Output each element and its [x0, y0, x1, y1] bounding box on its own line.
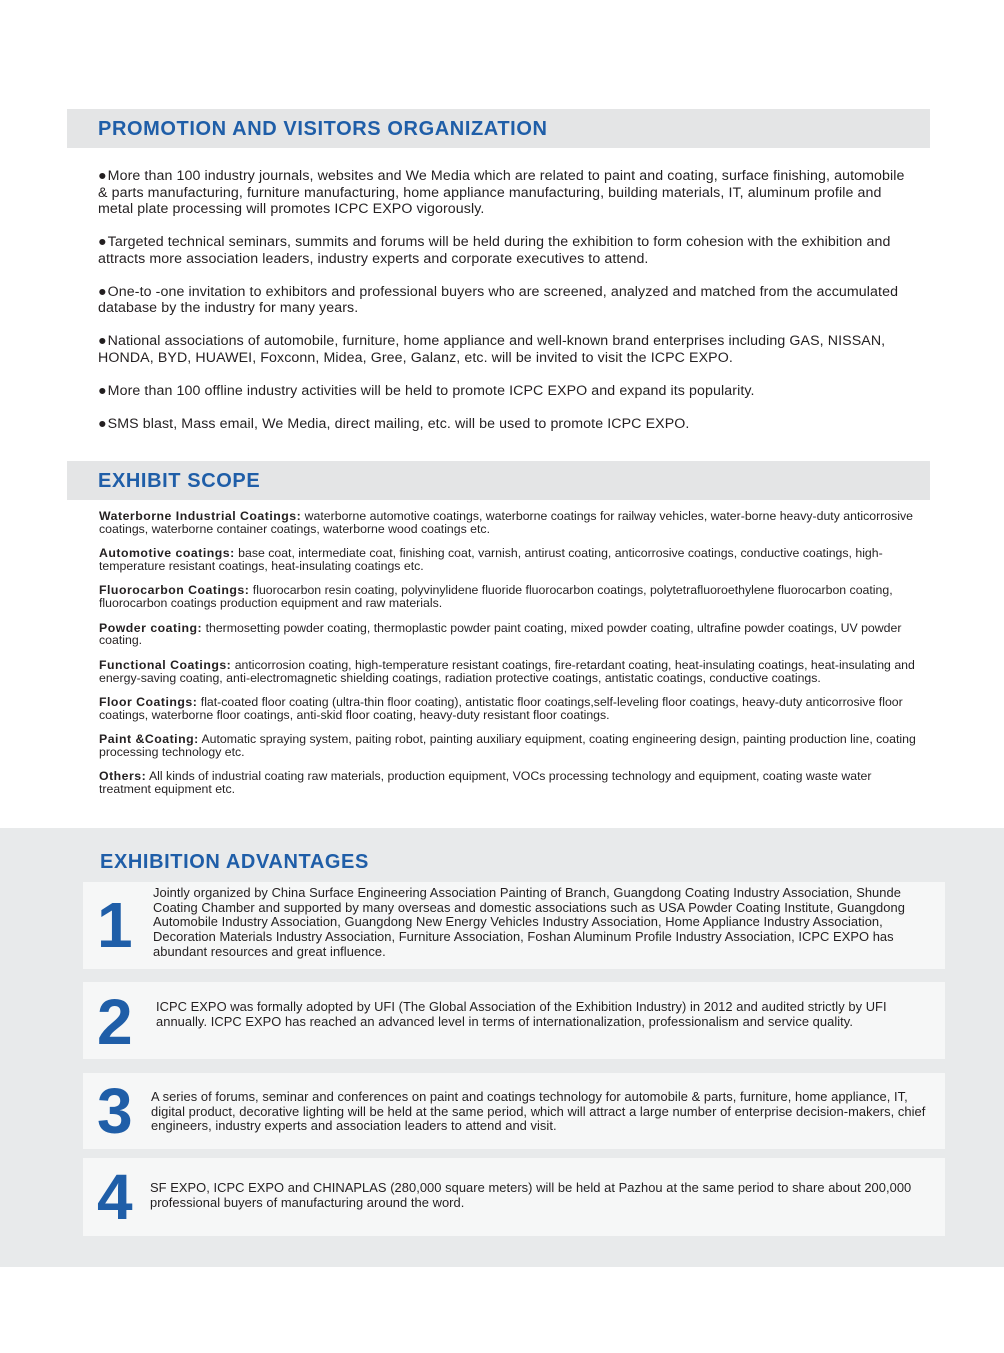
promotion-item-text: More than 100 offline industry activities will be held to promote ICPC EXPO and expand its popularity.: [107, 382, 755, 399]
promotion-item: [98, 284, 918, 317]
advantage-card: [83, 882, 945, 969]
bullet-icon: ●: [98, 415, 107, 432]
promotion-item: [98, 234, 918, 267]
scope-term: Functional Coatings:: [99, 657, 232, 672]
advantage-card: [83, 1158, 945, 1236]
advantage-text: A series of forums, seminar and conferences on paint and coatings technology for automobile & parts, furniture, home appliance, IT, digital product, decorative lighting will be held at the same period, which will attract a large number of enterprise decision-makers, chief engineers, industry experts and association leaders to attend and visit.: [151, 1089, 926, 1134]
scope-description: Automatic spraying system, paiting robot, painting auxiliary equipment, coating engineering design, painting production line, coating processing technology etc.: [99, 732, 916, 759]
scope-item: [99, 696, 925, 722]
advantage-text: SF EXPO, ICPC EXPO and CHINAPLAS (280,000 square meters) will be held at Pazhou at the same period to share about 200,000 professional buyers of manufacturing around the word.: [150, 1180, 912, 1210]
scope-term: Floor Coatings:: [99, 694, 198, 709]
bullet-icon: ●: [98, 333, 107, 350]
scope-term: Others:: [99, 769, 147, 784]
scope-description: anticorrosion coating, high-temperature resistant coatings, fire-retardant coating, heat-insulating coatings, heat-insulating and energy-saving coating, anti-electromagnetic shielding coatings, radiation protective coatings, antistatic coatings, conductive coatings.: [99, 657, 915, 685]
scope-item: [99, 510, 925, 536]
promotion-list: [98, 168, 918, 449]
promotion-item-text: More than 100 industry journals, websites and We Media which are related to paint and coating, surface finishing, automobile & parts manufacturing, furniture manufacturing, home appliance manufacturing, building materials, IT, aluminum profile and metal plate processing will promotes ICPC EXPO vigorously.: [98, 168, 905, 218]
scope-description: waterborne automotive coatings, waterborne coatings for railway vehicles, water-borne heavy-duty anticorrosive coatings, waterborne container coatings, waterborne wood coatings etc.: [99, 509, 913, 536]
scope-term: Fluorocarbon Coatings:: [99, 583, 250, 598]
advantage-number: 4: [97, 1161, 133, 1233]
scope-term: Waterborne Industrial Coatings:: [99, 509, 302, 523]
promotion-item: [98, 168, 918, 218]
promotion-item: [98, 333, 918, 366]
promotion-item: [98, 416, 918, 433]
scope-title: EXHIBIT SCOPE: [98, 470, 261, 492]
advantage-text: ICPC EXPO was formally adopted by UFI (The Global Association of the Exhibition Industry) in 2012 and audited strictly by UFI annually. ICPC EXPO has reached an advanced level in terms of internationalization, professionalism and service quality.: [156, 999, 887, 1029]
bullet-icon: ●: [98, 234, 107, 251]
scope-term: Automotive coatings:: [99, 546, 235, 561]
advantage-text: Jointly organized by China Surface Engineering Association Painting of Branch, Guangdong Coating Industry Association, Shunde Coating Chamber and supported by many overseas and domestic associations such as USA Powder Coating Institute, Guangdong Automobile Industry Association, Guangdong New Energy Vehicles Industry Association, Home Appliance Industry Association, Decoration Materials Industry Association, Furniture Association, Foshan Aluminum Profile Industry Association, ICPC EXPO has abundant resources and great influence.: [153, 885, 905, 959]
promotion-title: PROMOTION AND VISITORS ORGANIZATION: [98, 118, 548, 140]
scope-description: thermosetting powder coating, thermoplastic powder paint coating, mixed powder coating, ultrafine powder coatings, UV powder coating.: [99, 620, 902, 648]
bullet-icon: ●: [98, 168, 107, 184]
advantage-number: 3: [97, 1075, 133, 1147]
scope-item: [99, 659, 925, 685]
scope-description: base coat, intermediate coat, finishing coat, varnish, antirust coating, anticorrosive coatings, conductive coatings, high-temperature resistant coatings, heat-insulating coatings etc.: [99, 546, 883, 573]
bullet-icon: ●: [98, 382, 107, 399]
scope-term: Powder coating:: [99, 620, 203, 635]
scope-item: [99, 622, 925, 648]
promotion-item: [98, 383, 918, 400]
scope-item: [99, 547, 925, 573]
scope-list: [99, 510, 925, 808]
promotion-item-text: National associations of automobile, furniture, home appliance and well-known brand enterprises including GAS, NISSAN, HONDA, BYD, HUAWEI, Foxconn, Midea, Gree, Galanz, etc. will be invited to visit the ICPC EXPO.: [98, 333, 886, 366]
scope-item: [99, 584, 925, 610]
promotion-item-text: One-to -one invitation to exhibitors and professional buyers who are screened, analyzed and matched from the accumulated database by the industry for many years.: [98, 283, 899, 317]
scope-description: All kinds of industrial coating raw materials, production equipment, VOCs processing technology and equipment, coating waste water treatment equipment etc.: [99, 769, 872, 797]
scope-item: [99, 733, 925, 759]
scope-item: [99, 770, 925, 796]
scope-term: Paint &Coating:: [99, 732, 199, 747]
advantage-card: [83, 1073, 945, 1149]
advantage-number: 2: [97, 986, 133, 1058]
scope-description: flat-coated floor coating (ultra-thin floor coating), antistatic floor coatings,self-leveling floor coatings, heavy-duty anticorrosive floor coatings, waterborne floor coatings, anti-skid floor coating, heavy-duty resistant floor coatings.: [99, 694, 903, 722]
bullet-icon: ●: [98, 283, 107, 300]
promotion-item-text: SMS blast, Mass email, We Media, direct mailing, etc. will be used to promote ICPC EXPO.: [107, 415, 690, 432]
advantages-title: EXHIBITION ADVANTAGES: [100, 851, 369, 873]
scope-description: fluorocarbon resin coating, polyvinylidene fluoride fluorocarbon coatings, polytetrafluoroethylene fluorocarbon coating, fluorocarbon coatings production equipment and raw materials.: [99, 583, 893, 611]
advantage-number: 1: [97, 889, 133, 961]
advantage-card: [83, 982, 945, 1059]
promotion-item-text: Targeted technical seminars, summits and forums will be held during the exhibition to form cohesion with the exhibition and attracts more association leaders, industry experts and corporate executives to attend.: [98, 234, 891, 267]
